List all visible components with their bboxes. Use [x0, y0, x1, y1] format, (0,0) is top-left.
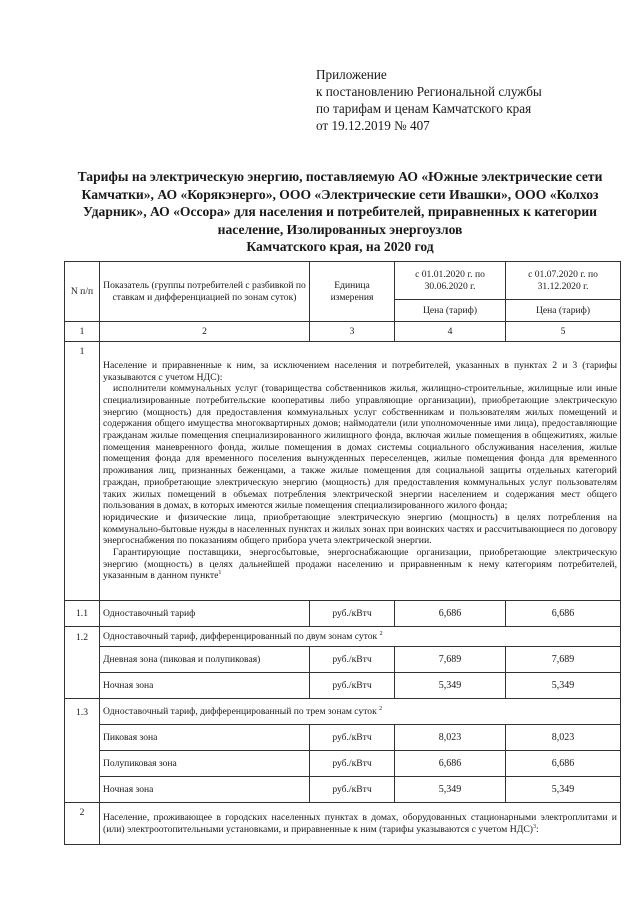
appendix-line-2: к постановлению Региональной службы [316, 84, 542, 99]
footnote-1-marker: 1 [218, 570, 222, 577]
section-1-p3: юридические и физические лица, приобретающие электрическую энергию (мощность) в целях потребления на коммунально-бытовые нужды в населенных пунктах и жилых зонах при воинских частях и рассчитывающиеся по договору энергоснабжения по показаниям общего прибора учета электрической энергии. [103, 511, 617, 547]
colnum-5: 5 [506, 322, 621, 342]
footnote-3-marker: 3 [533, 823, 537, 830]
row-1-3-num: 1.3 [65, 699, 100, 803]
row-1-3-night-label: Ночная зона [100, 777, 310, 803]
header-price-1: Цена (тариф) [395, 300, 506, 322]
document-title [60, 168, 620, 256]
title-line-5: Камчатского края, на 2020 год [246, 239, 434, 254]
row-1-3-semi-value-2: 6,686 [506, 751, 621, 777]
row-1-3-peak-unit: руб./кВтч [310, 725, 395, 751]
row-1-3 [65, 699, 621, 725]
appendix-header [316, 66, 616, 134]
title-line-1: Тарифы на электрическую энергию, поставляемую АО «Южные электрические сети [77, 169, 603, 184]
row-1-3-label: Одноставочный тариф, дифференцированный по трем зонам суток [103, 705, 377, 717]
section-2-text: Население, проживающее в городских населенных пунктах в домах, оборудованных стационарными электроплитами и (или) электроотопительными установками, и приравненные к ним (тарифы указываются с учетом НДС) [103, 811, 617, 835]
footnote-2-marker-b: 2 [379, 705, 383, 712]
appendix-line-3: по тарифам и ценам Камчатского края [316, 101, 532, 116]
row-1-2-night-unit: руб./кВтч [310, 673, 395, 699]
row-1-3-semi [65, 751, 621, 777]
row-1-2-day-unit: руб./кВтч [310, 647, 395, 673]
row-1-1-value-2: 6,686 [506, 601, 621, 627]
row-1-2-num: 1.2 [65, 627, 100, 699]
section-1-p1: Население и приравненные к ним, за исключением населения и потребителей, указанных в пунктах 2 и 3 (тарифы указываются с учетом НДС): [103, 359, 617, 383]
row-1-2-day-label: Дневная зона (пиковая и полупиковая) [100, 647, 310, 673]
section-1-p4: Гарантирующие поставщики, энергосбытовые, энергоснабжающие организации, приобретающие электрическую энергию (мощность) в целях дальнейшей продажи населению и приравненным к нему категориям потребителей, указанным в данном пункте [103, 547, 617, 582]
row-1-2-night-value-1: 5,349 [395, 673, 506, 699]
colnum-4: 4 [395, 322, 506, 342]
section-1-description [100, 342, 621, 601]
header-price-2: Цена (тариф) [506, 300, 621, 322]
colnum-3: 3 [310, 322, 395, 342]
appendix-line-4: от 19.12.2019 № 407 [316, 118, 430, 133]
row-1-3-peak-value-2: 8,023 [506, 725, 621, 751]
section-1-row [65, 342, 621, 601]
header-period-1: с 01.01.2020 г. по 30.06.2020 г. [395, 262, 506, 300]
row-1-3-night-value-2: 5,349 [506, 777, 621, 803]
row-1-2-night-value-2: 5,349 [506, 673, 621, 699]
colnum-2: 2 [100, 322, 310, 342]
header-num: N п/п [65, 262, 100, 322]
row-1-2 [65, 627, 621, 647]
header-period-2: с 01.07.2020 г. по 31.12.2020 г. [506, 262, 621, 300]
column-numbers-row [65, 322, 621, 342]
row-1-3-semi-unit: руб./кВтч [310, 751, 395, 777]
row-1-2-night [65, 673, 621, 699]
appendix-line-1: Приложение [316, 67, 387, 82]
table-header-row [65, 262, 621, 300]
footnote-2-marker-a: 2 [379, 630, 383, 637]
row-1-2-day-value-2: 7,689 [506, 647, 621, 673]
row-1-1-label: Одноставочный тариф [100, 601, 310, 627]
row-1-1-value-1: 6,686 [395, 601, 506, 627]
section-2-tail: : [536, 823, 539, 835]
tariff-table [64, 261, 621, 845]
section-2-row [65, 803, 621, 845]
header-unit: Единица измерения [310, 262, 395, 322]
title-line-4: население, Изолированных энергоузлов [217, 221, 463, 237]
row-1-3-night-unit: руб./кВтч [310, 777, 395, 803]
row-1-3-night-value-1: 5,349 [395, 777, 506, 803]
section-1-num: 1 [65, 342, 100, 601]
row-1-1-num: 1.1 [65, 601, 100, 627]
title-line-3: Ударник», АО «Оссора» для населения и потребителей, приравненных к категории [83, 204, 597, 219]
colnum-1: 1 [65, 322, 100, 342]
section-1-p2: исполнители коммунальных услуг (товарищества собственников жилья, жилищно-строительные, жилищные или иные специализированные потребительские кооперативы либо управляющие организации), приобретающие электрическую энергию (мощность) для предоставления коммунальных услуг собственникам и пользователям жилых помещений и содержания общего имущества многоквартирных домов; наймодатели (или уполномоченные ими лица), предоставляющие гражданам жилые помещения специализированного жилищного фонда, включая жилые помещения в общежитиях, жилые помещения маневренного фонда, жилые помещения в домах системы социального обслуживания населения, жилые помещения фонда для временного поселения вынужденных переселенцев, жилые помещения фонда для временного проживания лиц, признанных беженцами, а также жилые помещения для социальной защиты отдельных категорий граждан, приобретающие электрическую энергию (мощность) для предоставления коммунальных услуг пользователям таких жилых помещений в объемах потребления электрической энергии населением и содержания мест общего пользования в домах, в которых имеются жилые помещения специализированного жилого фонда; [103, 383, 617, 512]
row-1-3-night [65, 777, 621, 803]
row-1-3-peak-label: Пиковая зона [100, 725, 310, 751]
row-1-1 [65, 601, 621, 627]
row-1-3-peak [65, 725, 621, 751]
row-1-3-semi-label: Полупиковая зона [100, 751, 310, 777]
section-2-num: 2 [65, 803, 100, 845]
row-1-3-semi-value-1: 6,686 [395, 751, 506, 777]
row-1-2-day [65, 647, 621, 673]
row-1-1-unit: руб./кВтч [310, 601, 395, 627]
title-line-2: Камчатки», АО «Корякэнерго», ООО «Электрические сети Ивашки», ООО «Колхоз [81, 186, 599, 202]
header-indicator: Показатель (группы потребителей с разбивкой по ставкам и дифференциацией по зонам суток) [100, 262, 310, 322]
row-1-3-peak-value-1: 8,023 [395, 725, 506, 751]
row-1-2-label: Одноставочный тариф, дифференцированный по двум зонам суток [103, 630, 378, 642]
row-1-2-night-label: Ночная зона [100, 673, 310, 699]
row-1-2-day-value-1: 7,689 [395, 647, 506, 673]
